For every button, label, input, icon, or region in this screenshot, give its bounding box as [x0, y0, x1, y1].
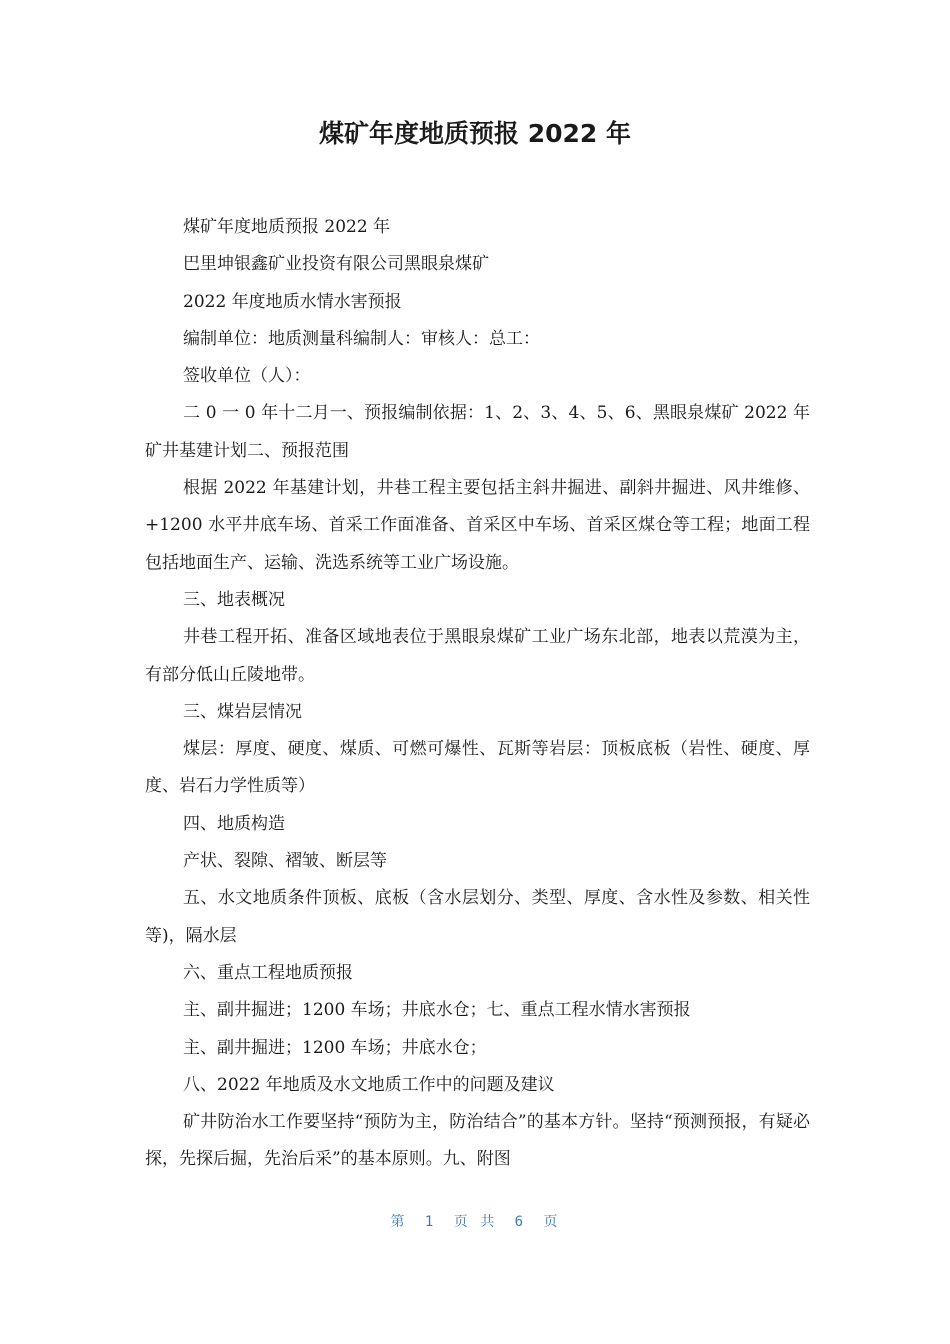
- paragraph: 主、副井掘进；1200 车场；井底水仓；七、重点工程水情水害预报: [183, 1000, 691, 1021]
- paragraph: 三、煤岩层情况: [183, 701, 302, 722]
- page-footer: [0, 1210, 950, 1234]
- paragraph: 煤层：厚度、硬度、煤质、可燃可爆性、瓦斯等岩层：顶板底板（岩性、硬度、厚度、岩石力学性质等）: [145, 739, 810, 797]
- paragraph: 井巷工程开拓、准备区域地表位于黑眼泉煤矿工业广场东北部，地表以荒漠为主，有部分低山丘陵地带。: [145, 627, 810, 685]
- footer-page-number: 1: [424, 1214, 436, 1230]
- paragraph: 主、副井掘进；1200 车场；井底水仓；: [183, 1037, 487, 1058]
- paragraph: 四、地质构造: [183, 813, 285, 834]
- paragraph: 六、重点工程地质预报: [183, 962, 353, 983]
- paragraph: 煤矿年度地质预报 2022 年: [183, 217, 391, 237]
- document-title: 煤矿年度地质预报 2022 年: [319, 119, 631, 148]
- document-body: [145, 209, 810, 1179]
- paragraph: 签收单位（人）：: [183, 366, 311, 387]
- footer-total-pages: 6: [514, 1214, 526, 1230]
- paragraph: 2022 年度地质水情水害预报: [183, 291, 402, 312]
- paragraph: 根据 2022 年基建计划，井巷工程主要包括主斜井掘进、副斜井掘进、风井维修、+1200 水平井底车场、首采工作面准备、首采区中车场、首采区煤仓等工程；地面工程包括地面生产、运输、洗选系统等工业广场设施。: [145, 478, 810, 573]
- paragraph: 八、2022 年地质及水文地质工作中的问题及建议: [183, 1074, 555, 1095]
- paragraph: 二 0 一 0 年十二月一、预报编制依据：1、2、3、4、5、6、黑眼泉煤矿 2022 年矿井基建计划二、预报范围: [145, 403, 810, 461]
- paragraph: 编制单位：地质测量科编制人：审核人：总工：: [183, 328, 540, 349]
- paragraph: 五、水文地质条件顶板、底板（含水层划分、类型、厚度、含水性及参数、相关性等)，隔水层: [145, 888, 810, 946]
- paragraph: 三、地表概况: [183, 589, 285, 610]
- paragraph: 产状、裂隙、褶皱、断层等: [183, 851, 387, 872]
- footer-middle: 页 共: [453, 1214, 497, 1230]
- paragraph: 巴里坤银鑫矿业投资有限公司黑眼泉煤矿: [183, 254, 489, 275]
- footer-suffix: 页: [543, 1214, 560, 1230]
- footer-prefix: 第: [390, 1214, 407, 1230]
- paragraph: 矿井防治水工作要坚持“预防为主，防治结合”的基本方针。坚持“预测预报，有疑必探，先探后掘，先治后采”的基本原则。九、附图: [145, 1112, 810, 1170]
